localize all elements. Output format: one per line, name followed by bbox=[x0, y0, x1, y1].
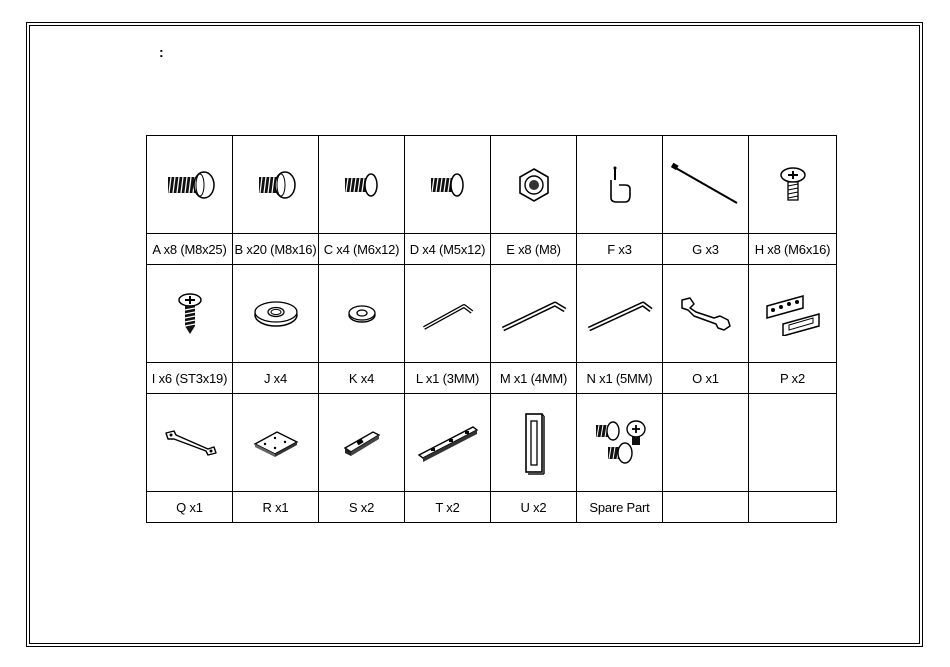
small-bracket-icon bbox=[339, 426, 385, 460]
part-cell-k bbox=[319, 265, 405, 363]
part-label-c: C x4 (M6x12) bbox=[319, 234, 405, 265]
part-cell-f bbox=[577, 136, 663, 234]
part-label-o: O x1 bbox=[663, 363, 749, 394]
part-label-a: A x8 (M8x25) bbox=[147, 234, 233, 265]
mount-plate-icon bbox=[251, 426, 301, 460]
part-label-k: K x4 bbox=[319, 363, 405, 394]
part-label-e: E x8 (M8) bbox=[491, 234, 577, 265]
allen-key-4mm-icon bbox=[499, 294, 569, 334]
bolt-m5x12-icon bbox=[423, 165, 473, 205]
heading-colon: : bbox=[159, 44, 164, 60]
part-cell-e bbox=[491, 136, 577, 234]
parts-label-row bbox=[147, 363, 837, 394]
spare-parts-icon bbox=[590, 415, 650, 471]
part-label-b: B x20 (M8x16) bbox=[233, 234, 319, 265]
part-cell-n bbox=[577, 265, 663, 363]
part-cell-j bbox=[233, 265, 319, 363]
part-cell-t bbox=[405, 394, 491, 492]
empty-label-cell bbox=[749, 492, 837, 523]
parts-label-row bbox=[147, 234, 837, 265]
bolt-m8x16-icon bbox=[251, 165, 301, 205]
cable-clip-icon bbox=[605, 165, 635, 205]
part-label-r: R x1 bbox=[233, 492, 319, 523]
part-cell-h bbox=[749, 136, 837, 234]
parts-label-row bbox=[147, 492, 837, 523]
part-cell-s bbox=[319, 394, 405, 492]
parts-image-row bbox=[147, 265, 837, 363]
flat-bar-icon bbox=[162, 427, 218, 459]
part-cell-i bbox=[147, 265, 233, 363]
cable-tie-icon bbox=[671, 163, 741, 207]
part-label-q: Q x1 bbox=[147, 492, 233, 523]
large-washer-icon bbox=[251, 299, 301, 329]
phillips-screw-icon bbox=[775, 165, 811, 205]
self-tapping-screw-icon bbox=[175, 292, 205, 336]
part-label-l: L x1 (3MM) bbox=[405, 363, 491, 394]
part-cell-a bbox=[147, 136, 233, 234]
bolt-m6x12-icon bbox=[337, 165, 387, 205]
part-label-j: J x4 bbox=[233, 363, 319, 394]
part-cell-m bbox=[491, 265, 577, 363]
part-label-m: M x1 (4MM) bbox=[491, 363, 577, 394]
part-cell-p bbox=[749, 265, 837, 363]
empty-label-cell bbox=[663, 492, 749, 523]
part-cell-r bbox=[233, 394, 319, 492]
part-label-t: T x2 bbox=[405, 492, 491, 523]
part-label-spare: Spare Part bbox=[577, 492, 663, 523]
empty-cell bbox=[663, 394, 749, 492]
part-label-d: D x4 (M5x12) bbox=[405, 234, 491, 265]
part-cell-g bbox=[663, 136, 749, 234]
empty-cell bbox=[749, 394, 837, 492]
wrench-icon bbox=[678, 294, 734, 334]
slot-plate-icon bbox=[522, 411, 546, 475]
part-cell-b bbox=[233, 136, 319, 234]
small-washer-icon bbox=[345, 303, 379, 325]
parts-image-row bbox=[147, 394, 837, 492]
bolt-m8x25-icon bbox=[160, 165, 220, 205]
parts-image-row bbox=[147, 136, 837, 234]
parts-table bbox=[146, 135, 837, 523]
part-label-n: N x1 (5MM) bbox=[577, 363, 663, 394]
part-cell-c bbox=[319, 136, 405, 234]
allen-key-5mm-icon bbox=[585, 294, 655, 334]
part-label-u: U x2 bbox=[491, 492, 577, 523]
part-cell-u bbox=[491, 394, 577, 492]
allen-key-3mm-icon bbox=[418, 294, 478, 334]
bracket-plate-icon bbox=[763, 292, 823, 336]
part-label-p: P x2 bbox=[749, 363, 837, 394]
hex-nut-icon bbox=[514, 165, 554, 205]
part-label-f: F x3 bbox=[577, 234, 663, 265]
part-cell-l bbox=[405, 265, 491, 363]
part-cell-d bbox=[405, 136, 491, 234]
part-label-g: G x3 bbox=[663, 234, 749, 265]
part-cell-o bbox=[663, 265, 749, 363]
part-cell-spare bbox=[577, 394, 663, 492]
part-cell-q bbox=[147, 394, 233, 492]
part-label-s: S x2 bbox=[319, 492, 405, 523]
part-label-h: H x8 (M6x16) bbox=[749, 234, 837, 265]
long-bracket-icon bbox=[415, 421, 481, 465]
part-label-i: I x6 (ST3x19) bbox=[147, 363, 233, 394]
